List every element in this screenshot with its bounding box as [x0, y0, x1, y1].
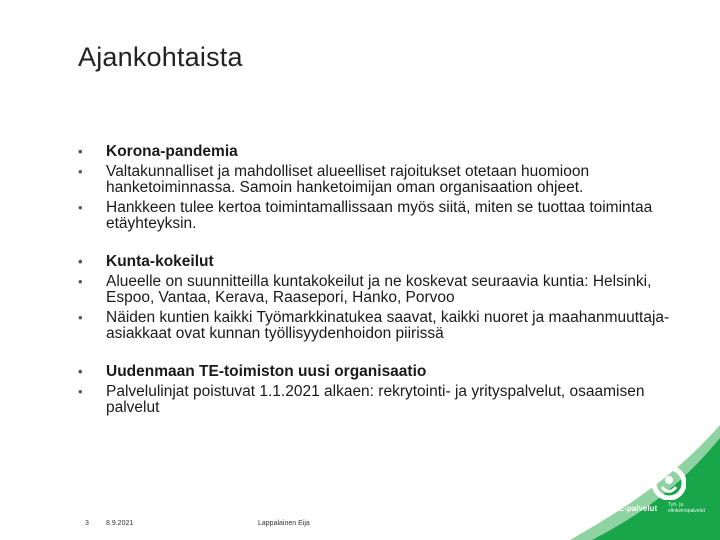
- bullet-text: Palvelulinjat poistuvat 1.1.2021 alkaen: rekrytointi- ja yrityspalvelut, osaamisen palvelut: [106, 383, 645, 416]
- bullet-icon: •: [78, 274, 83, 289]
- bullet-text: Hankkeen tulee kertoa toimintamallissaan myös siitä, miten se tuottaa toimintaa etäyhteyksin.: [106, 199, 653, 232]
- bullet-text: Valtakunnalliset ja mahdolliset alueelliset rajoitukset otetaan huomioon hanketoiminnassa. Samoin hanketoimijan oman organisaation ohjeet.: [106, 163, 590, 196]
- bullet-icon: •: [78, 364, 83, 379]
- bullet-item: [78, 274, 688, 306]
- bullet-icon: •: [78, 254, 83, 269]
- bullet-item: [78, 200, 688, 232]
- bullet-icon: •: [78, 144, 83, 159]
- bullet-text: Näiden kuntien kaikki Työmarkkinatukea saavat, kaikki nuoret ja maahanmuuttaja-asiakkaat ovat kunnan työllisyydenhoidon piirissä: [106, 309, 670, 342]
- bullet-icon: •: [78, 384, 83, 399]
- te-logo-icon: [652, 466, 686, 500]
- bullet-heading: [78, 144, 688, 160]
- bullet-heading: [78, 364, 688, 380]
- page-number: 3: [85, 520, 89, 527]
- footer-date: 8.9.2021: [106, 520, 134, 527]
- bullet-heading: [78, 254, 688, 270]
- bullet-text: Uudenmaan TE-toimiston uusi organisaatio: [106, 363, 427, 380]
- bullet-icon: •: [78, 200, 83, 215]
- te-palvelut-logo: [612, 466, 704, 524]
- bullet-item: [78, 310, 688, 342]
- bullet-text: Korona-pandemia: [106, 143, 238, 160]
- bullet-text: Alueelle on suunnitteilla kuntakokeilut ja ne koskevat seuraavia kuntia: Helsinki, Espoo, Vantaa, Kerava, Raasepori, Hanko, Porvoo: [106, 273, 652, 306]
- bullet-text: Kunta-kokeilut: [106, 253, 214, 270]
- logo-subtitle: Työ- ja elinkeinopalvelut: [668, 502, 705, 514]
- bullet-group: [78, 144, 688, 232]
- bullet-item: [78, 164, 688, 196]
- logo-name: TE-palvelut: [614, 504, 658, 513]
- bullet-icon: •: [78, 164, 83, 179]
- footer-author: Lappalainen Eija: [258, 520, 310, 527]
- bullet-group: [78, 254, 688, 342]
- bullet-icon: •: [78, 310, 83, 325]
- slide-title: Ajankohtaista: [78, 42, 243, 72]
